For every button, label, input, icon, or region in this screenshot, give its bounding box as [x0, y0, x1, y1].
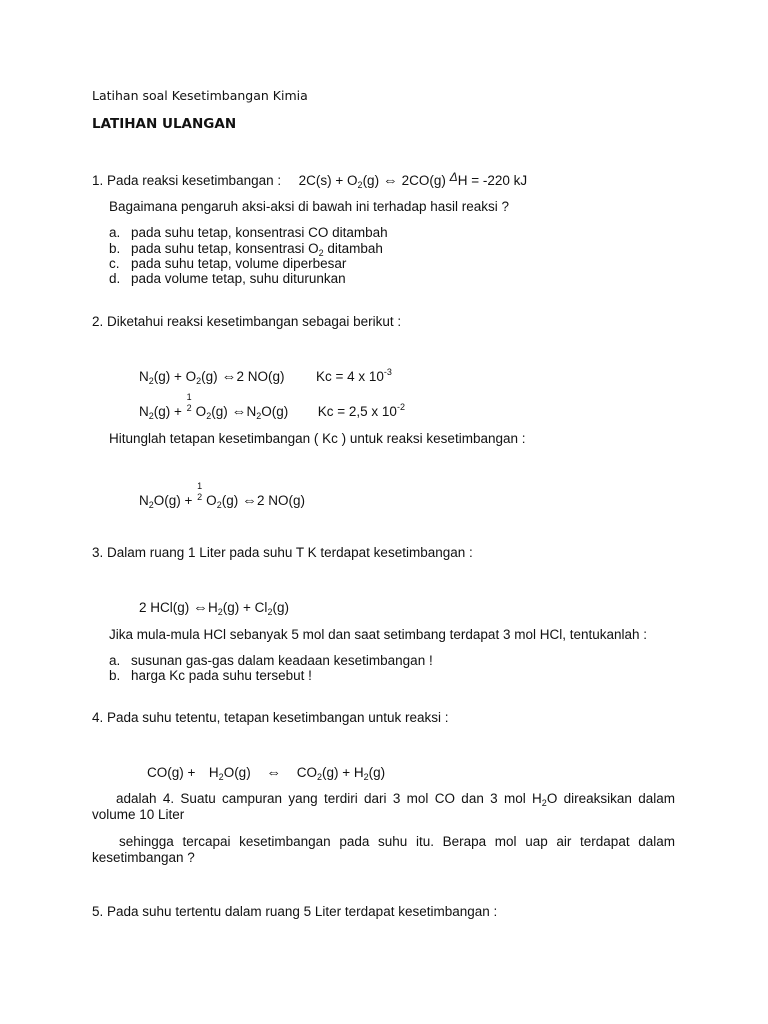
q2-equation-3: $N_2O(g)$ + 1 2 $O_2(g)$ ⇔2 NO(g)	[139, 481, 305, 510]
page-heading: LATIHAN ULANGAN	[92, 116, 237, 132]
q1-question: Bagaimana pengaruh aksi-aksi di bawah ini terhadap hasil reaksi ?	[109, 199, 509, 214]
list-item: a. susunan gas-gas dalam keadaan kesetimbangan !	[109, 653, 433, 668]
list-item: c. pada suhu tetap, volume diperbesar	[109, 256, 347, 271]
document-title: Latihan soal Kesetimbangan Kimia	[92, 88, 308, 103]
list-item: a. pada suhu tetap, konsentrasi CO ditambah	[109, 225, 388, 240]
q2-equation-2: $N_2(g)$ + 1 2 $O_2(g)$ $\Leftrightarrow N_2O(g) Kc = 2,5$ x $10^{-2}$	[139, 392, 405, 421]
equilibrium-arrow-icon: ⇔	[221, 368, 237, 385]
list-item: b. harga Kc pada suhu tersebut !	[109, 668, 312, 683]
q1-intro: 1. Pada reaksi kesetimbangan :	[92, 173, 282, 188]
q4-paragraph-2: sehingga tercapai kesetimbangan pada suhu itu. Berapa mol uap air terdapat dalam kesetimbangan ?	[92, 834, 675, 865]
q3-intro: 3. Dalam ruang 1 Liter pada suhu T K terdapat kesetimbangan :	[92, 545, 473, 560]
list-item: b. pada suhu tetap, konsentrasi $O_2$ ditambah	[109, 241, 383, 258]
q1-eq-left: 2C(s) + O	[298, 173, 358, 188]
q2-equation-1: $N_2(g) + O_2(g)$ ⇔2 NO(g) Kc = 4 x $10^{-3}$	[139, 367, 392, 386]
equilibrium-arrow-icon: ⇔	[382, 172, 398, 189]
q5-intro: 5. Pada suhu tertentu dalam ruang 5 Liter terdapat kesetimbangan :	[92, 904, 498, 919]
q1-enthalpy: H = -220 kJ	[457, 173, 528, 188]
q4-paragraph-1: adalah 4. Suatu campuran yang terdiri dari 3 mol CO dan 3 mol $H_2O$ direaksikan dalam volume 10 Liter	[92, 791, 675, 822]
q1-eq-right: 2CO(g)	[401, 173, 446, 188]
delta-icon: Δ	[449, 170, 458, 184]
fraction-half: 1 2	[197, 481, 203, 502]
q3-equation: 2 HCl(g) $\Leftrightarrow H_2(g) + Cl_2(g)$	[139, 599, 289, 617]
q2-question: Hitunglah tetapan kesetimbangan ( Kc ) untuk reaksi kesetimbangan :	[109, 431, 526, 446]
q4-intro: 4. Pada suhu tetentu, tetapan kesetimbangan untuk reaksi :	[92, 710, 449, 725]
q2-intro: 2. Diketahui reaksi kesetimbangan sebagai berikut :	[92, 314, 402, 329]
equilibrium-arrow-icon: ⇔	[241, 492, 257, 509]
fraction-half: 1 2	[186, 392, 192, 413]
list-item: d. pada volume tetap, suhu diturunkan	[109, 271, 346, 286]
equilibrium-arrow-icon: ⇔	[231, 403, 247, 420]
q3-question: Jika mula-mula HCl sebanyak 5 mol dan saat setimbang terdapat 3 mol HCl, tentukanlah :	[109, 627, 648, 642]
equilibrium-arrow-icon: ⇔	[266, 764, 282, 781]
q4-equation: $CO(g) + H_2O(g)$ ⇔ $CO_2(g) + H_2(g)$	[147, 764, 386, 782]
q1-line: 1. Pada reaksi kesetimbangan : $2C(s) + O_2(g)$ ⇔ 2CO(g) $^\Delta$H = -220 kJ	[92, 170, 528, 190]
equilibrium-arrow-icon: ⇔	[193, 599, 209, 616]
